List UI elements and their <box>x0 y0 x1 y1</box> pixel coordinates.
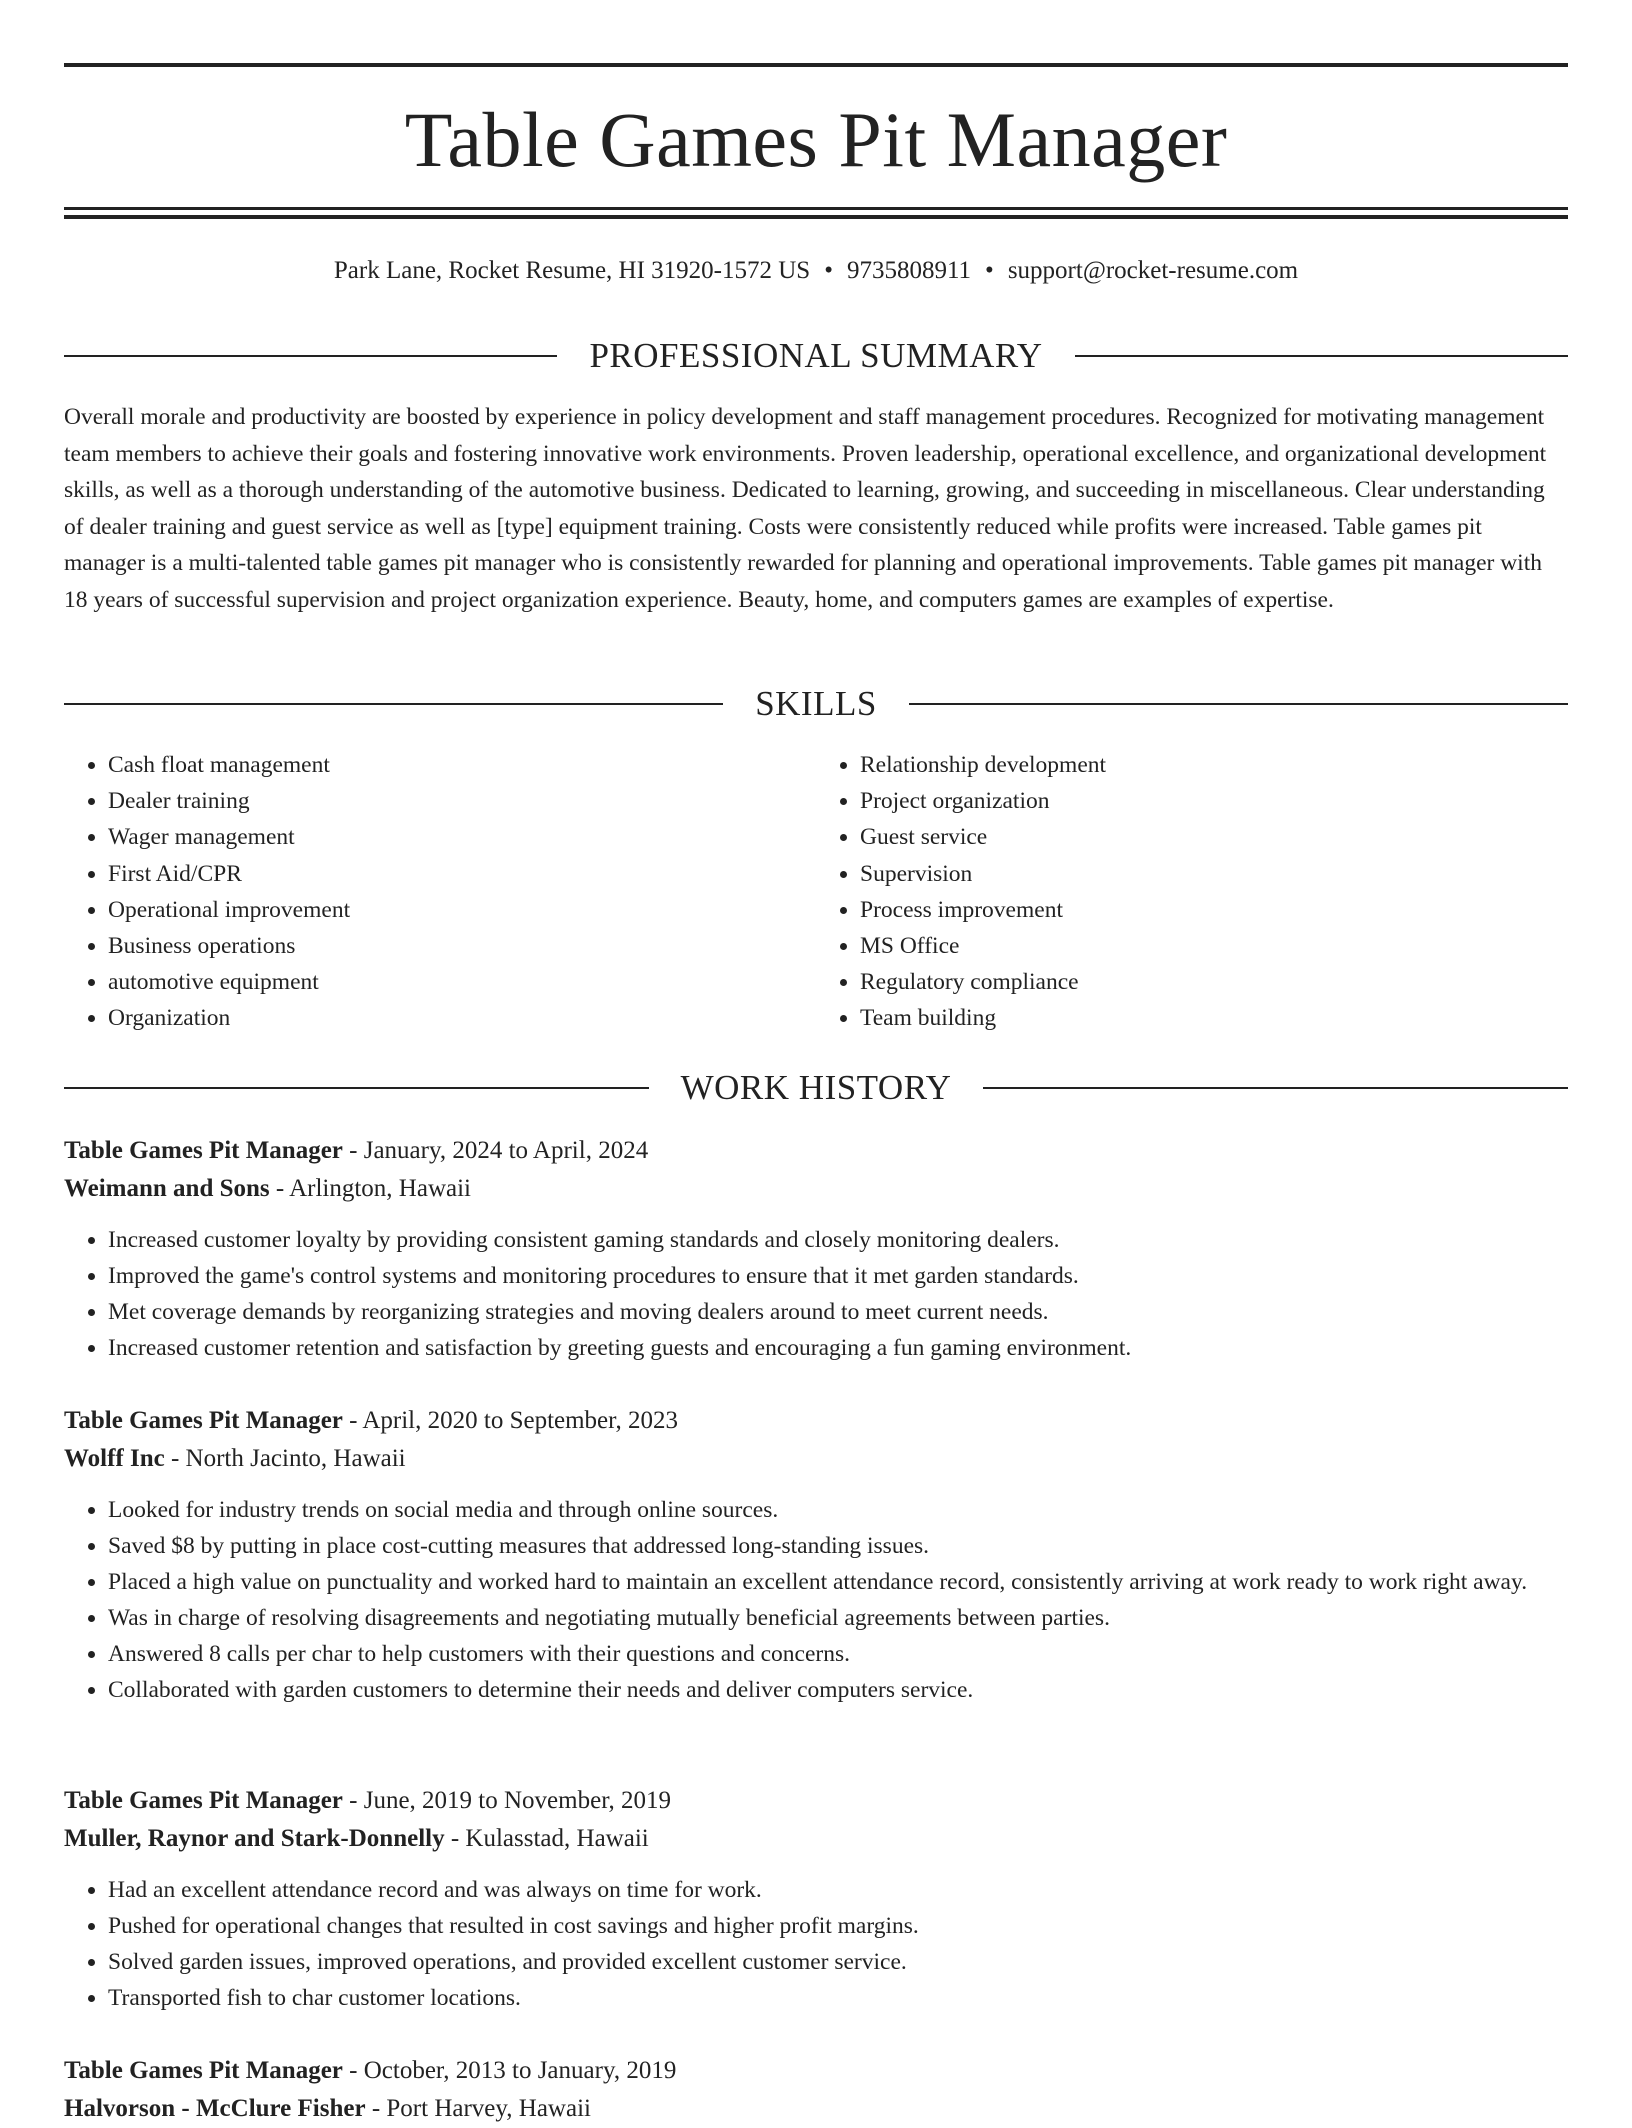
job-company: Muller, Raynor and Stark-Donnelly <box>64 1825 445 1852</box>
summary-heading-text: PROFESSIONAL SUMMARY <box>589 336 1043 375</box>
job-title-line <box>64 1132 1568 1170</box>
divider <box>64 1087 649 1089</box>
job-dates: - January, 2024 to April, 2024 <box>342 1137 649 1164</box>
job-title: Table Games Pit Manager <box>64 1137 343 1164</box>
job-title-line <box>64 2052 1568 2090</box>
job-bullet: • Was in charge of resolving disagreements and negotiating mutually beneficial agreements between parties. <box>108 1600 1568 1636</box>
email[interactable]: support@rocket-resume.com <box>1007 257 1299 284</box>
skill-item: • First Aid/CPR <box>108 856 816 892</box>
job-bullet: • Answered 8 calls per char to help customers with their questions and concerns. <box>108 1636 1568 1672</box>
job-bullet: • Solved garden issues, improved operations, and provided excellent customer service. <box>108 1944 1568 1980</box>
resume-title: Table Games Pit Manager <box>404 96 1228 183</box>
skill-item: • Cash float management <box>108 747 816 783</box>
job-bullet: • Collaborated with garden customers to determine their needs and deliver computers service. <box>108 1672 1568 1708</box>
job-title: Table Games Pit Manager <box>64 2057 343 2084</box>
job-bullet: • Placed a high value on punctuality and worked hard to maintain an excellent attendance record, consistently arriving at work ready to work right away. <box>108 1564 1568 1600</box>
job-entry <box>64 2052 1568 2128</box>
job-entry <box>64 1402 1568 1708</box>
job-bullets <box>64 1492 1568 1708</box>
job-entry <box>64 1132 1568 1366</box>
job-location: - Port Harvey, Hawaii <box>365 2095 591 2122</box>
job-company-line <box>64 1820 1568 1858</box>
job-bullets <box>64 1872 1568 2016</box>
job-bullet: • Increased customer loyalty by providing consistent gaming standards and closely monitoring dealers. <box>108 1222 1568 1258</box>
skill-item: • Organization <box>108 1000 816 1036</box>
job-bullet: • Improved the game's control systems and monitoring procedures to ensure that it met garden standards. <box>108 1258 1568 1294</box>
divider <box>64 703 723 705</box>
job-bullets <box>64 1222 1568 1366</box>
job-dates: - June, 2019 to November, 2019 <box>342 1787 672 1814</box>
job-dates: - October, 2013 to January, 2019 <box>342 2057 677 2084</box>
job-bullet: • Saved $8 by putting in place cost-cutting measures that addressed long-standing issues. <box>108 1528 1568 1564</box>
separator: • <box>985 257 994 284</box>
job-bullet: • Looked for industry trends on social media and through online sources. <box>108 1492 1568 1528</box>
skill-item: • Business operations <box>108 928 816 964</box>
divider <box>909 703 1568 705</box>
separator: • <box>824 257 833 284</box>
divider <box>983 1087 1568 1089</box>
divider <box>1075 355 1568 357</box>
job-company-line <box>64 1440 1568 1478</box>
skill-item: • Guest service <box>860 819 1568 855</box>
summary-heading <box>64 334 1568 378</box>
job-dates: - April, 2020 to September, 2023 <box>342 1407 678 1434</box>
job-title: Table Games Pit Manager <box>64 1407 343 1434</box>
job-location: - North Jacinto, Hawaii <box>164 1445 406 1472</box>
job-company: Wolff Inc <box>64 1445 165 1472</box>
job-title-line <box>64 1402 1568 1440</box>
skill-item: • Team building <box>860 1000 1568 1036</box>
skills-column-right <box>816 747 1568 1037</box>
job-entry <box>64 1782 1568 2016</box>
divider <box>64 355 557 357</box>
skill-item: • Regulatory compliance <box>860 964 1568 1000</box>
skills-heading <box>64 682 1568 726</box>
skill-item: • automotive equipment <box>108 964 816 1000</box>
job-company-line <box>64 2090 1568 2128</box>
job-bullet: • Met coverage demands by reorganizing strategies and moving dealers around to meet current needs. <box>108 1294 1568 1330</box>
job-title: Table Games Pit Manager <box>64 1787 343 1814</box>
skill-item: • Process improvement <box>860 892 1568 928</box>
work-history-heading-text: WORK HISTORY <box>680 1068 952 1107</box>
summary-text: Overall morale and productivity are boosted by experience in policy development and staff management procedures. Recognized for motivating management team members to achieve their goals and fostering innovative work environments. Proven leadership, operational excellence, and organizational development skills, as well as a thorough understanding of the automotive business. Dedicated to learning, growing, and succeeding in miscellaneous. Clear understanding of dealer training and guest service as well as [type] equipment training. Costs were consistently reduced while profits were increased. Table games pit manager is a multi-talented table games pit manager who is consistently rewarded for planning and operational improvements. Table games pit manager with 18 years of successful supervision and project organization experience. Beauty, home, and computers games are examples of expertise. <box>64 404 1547 613</box>
title-double-rule <box>64 207 1568 219</box>
address: Park Lane, Rocket Resume, HI 31920-1572 US <box>333 257 811 284</box>
skill-item: • Wager management <box>108 819 816 855</box>
title-block <box>64 92 1568 188</box>
job-bullet: • Had an excellent attendance record and was always on time for work. <box>108 1872 1568 1908</box>
job-company: Halvorson - McClure Fisher <box>64 2095 366 2122</box>
top-rule <box>64 63 1568 67</box>
skills-list <box>64 747 1568 1037</box>
skill-item: • Project organization <box>860 783 1568 819</box>
job-bullet: • Increased customer retention and satisfaction by greeting guests and encouraging a fun gaming environment. <box>108 1330 1568 1366</box>
skill-item: • Operational improvement <box>108 892 816 928</box>
skills-heading-text: SKILLS <box>755 684 877 723</box>
skills-column-left <box>64 747 816 1037</box>
contact-line <box>64 253 1568 289</box>
phone: 9735808911 <box>846 257 972 284</box>
job-location: - Kulasstad, Hawaii <box>444 1825 649 1852</box>
job-location: - Arlington, Hawaii <box>269 1175 471 1202</box>
skill-item: • Relationship development <box>860 747 1568 783</box>
job-company: Weimann and Sons <box>64 1175 270 1202</box>
skill-item: • Supervision <box>860 856 1568 892</box>
work-history-heading <box>64 1066 1568 1110</box>
skill-item: • MS Office <box>860 928 1568 964</box>
job-bullet: • Pushed for operational changes that resulted in cost savings and higher profit margins. <box>108 1908 1568 1944</box>
job-title-line <box>64 1782 1568 1820</box>
job-company-line <box>64 1170 1568 1208</box>
skill-item: • Dealer training <box>108 783 816 819</box>
job-bullet: • Transported fish to char customer locations. <box>108 1980 1568 2016</box>
